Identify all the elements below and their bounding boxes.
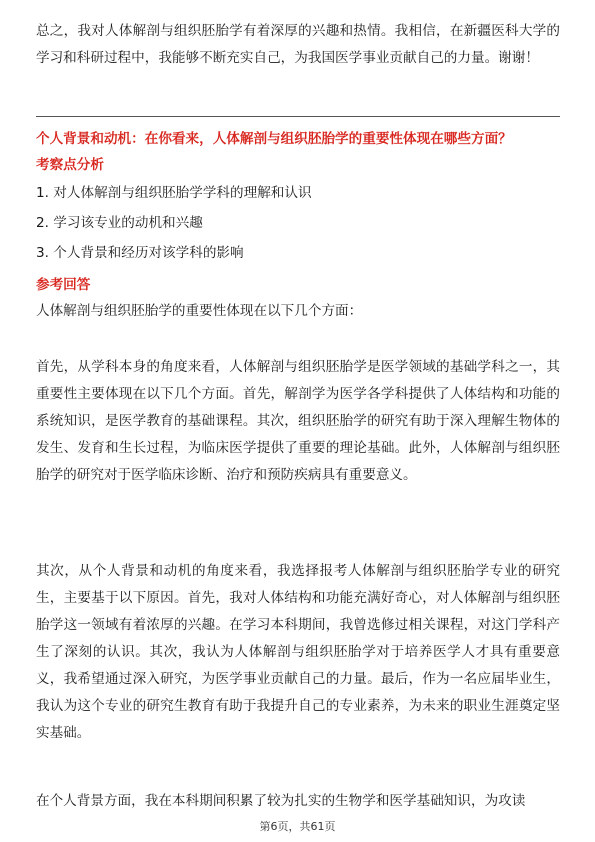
analysis-label: 考察点分析 bbox=[36, 157, 104, 173]
question-heading: 个人背景和动机：在你看来，人体解剖与组织胚胎学的重要性体现在哪些方面？ bbox=[36, 131, 512, 147]
intro-paragraph: 总之，我对人体解剖与组织胚胎学有着深厚的兴趣和热情。我相信，在新疆医科大学的学习和科研过程中，我能够不断充实自己，为我国医学事业贡献自己的力量。谢谢！ bbox=[36, 23, 560, 66]
analysis-list bbox=[36, 178, 560, 268]
answer-paragraph-2: 其次，从个人背景和动机的角度来看，我选择报考人体解剖与组织胚胎学专业的研究生，主要基于以下原因。首先，我对人体结构和功能充满好奇心，对人体解剖与组织胚胎学这一领域有着浓厚的兴趣。在学习本科期间，我曾选修过相关课程，对这门学科产生了深刻的认识。其次，我认为人体解剖与组织胚胎学对于培养医学人才具有重要意义，我希望通过深入研究，为医学事业贡献自己的力量。最后，作为一名应届毕业生，我认为这个专业的研究生教育有助于我提升自己的专业素养，为未来的职业生涯奠定坚实基础。 bbox=[36, 563, 560, 741]
list-item: 1. 对人体解剖与组织胚胎学学科的理解和认识 bbox=[36, 185, 312, 201]
page-number: 第6页，共61页 bbox=[259, 820, 336, 833]
list-item: 2. 学习该专业的动机和兴趣 bbox=[36, 215, 203, 231]
answer-paragraph-3: 在个人背景方面，我在本科期间积累了较为扎实的生物学和医学基础知识，为攻读 bbox=[36, 793, 526, 809]
document-page bbox=[36, 0, 560, 842]
answer-label: 参考回答 bbox=[36, 277, 91, 293]
section-divider bbox=[36, 116, 560, 117]
list-item: 3. 个人背景和经历对该学科的影响 bbox=[36, 245, 244, 261]
answer-intro: 人体解剖与组织胚胎学的重要性体现在以下几个方面： bbox=[36, 303, 363, 319]
answer-paragraph-1: 首先，从学科本身的角度来看，人体解剖与组织胚胎学是医学领域的基础学科之一，其重要性主要体现在以下几个方面。首先，解剖学为医学各学科提供了人体结构和功能的系统知识，是医学教育的基础课程。其次，组织胚胎学的研究有助于深入理解生物体的发生、发育和生长过程，为临床医学提供了重要的理论基础。此外，人体解剖与组织胚胎学的研究对于医学临床诊断、治疗和预防疾病具有重要意义。 bbox=[36, 359, 560, 483]
